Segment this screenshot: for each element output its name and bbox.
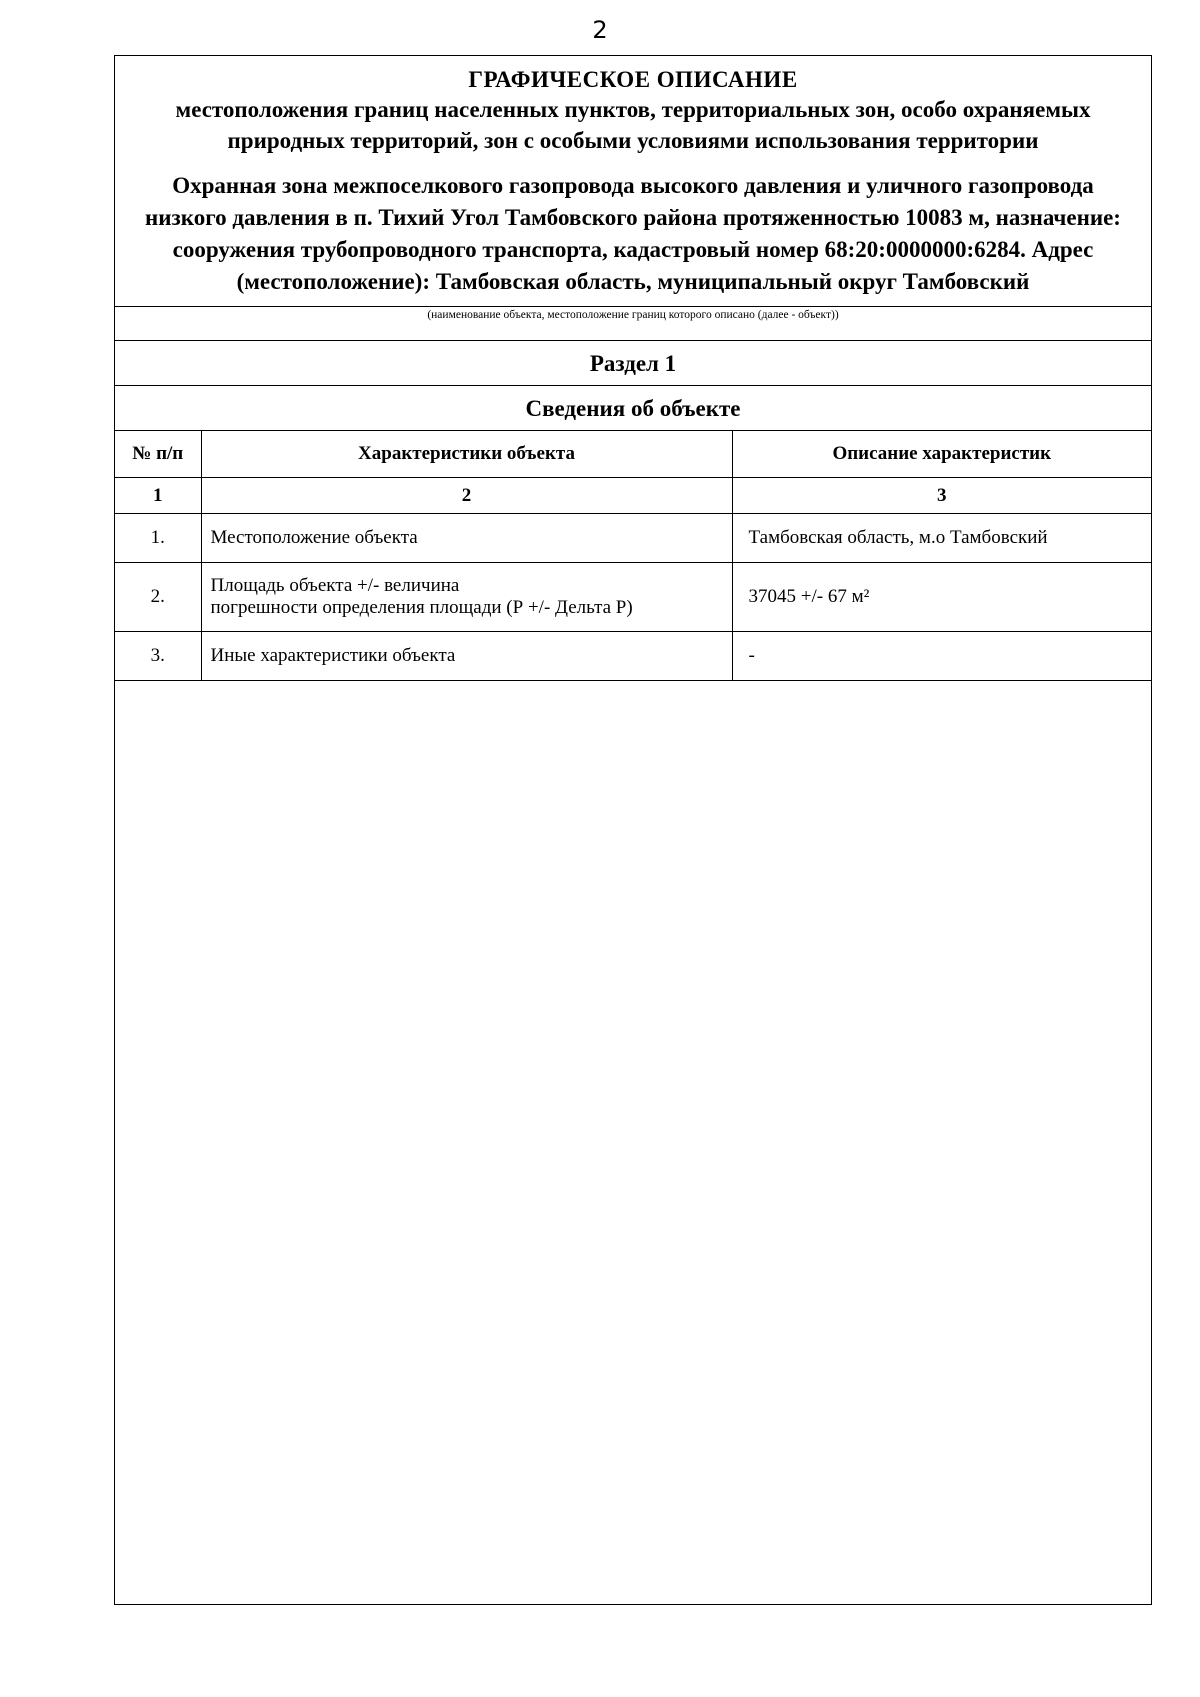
section-subtitle: Сведения об объекте xyxy=(115,385,1151,430)
row-number: 1. xyxy=(115,514,201,563)
column-header-number: № п/п xyxy=(115,431,201,478)
table-header-row xyxy=(115,431,1151,478)
row-characteristic-line: Площадь объекта +/- величина xyxy=(210,575,460,596)
table-row xyxy=(115,563,1151,632)
object-caption: (наименование объекта, местоположение границ которого описано (далее - объект)) xyxy=(427,309,839,321)
table-row xyxy=(115,632,1151,681)
column-number: 2 xyxy=(201,478,732,514)
document-title: ГРАФИЧЕСКОЕ ОПИСАНИЕ xyxy=(468,67,798,92)
document-subtitle: местоположения границ населенных пунктов, территориальных зон, особо охраняемых природных территорий, зон с особыми условиями использования территории xyxy=(175,97,1091,153)
row-number: 3. xyxy=(115,632,201,681)
row-description: Тамбовская область, м.о Тамбовский xyxy=(732,514,1151,563)
row-characteristic: Иные характеристики объекта xyxy=(201,632,732,681)
column-header-characteristic: Характеристики объекта xyxy=(201,431,732,478)
object-info-table xyxy=(115,430,1151,681)
column-number-row xyxy=(115,478,1151,514)
table-row xyxy=(115,514,1151,563)
column-number: 1 xyxy=(115,478,201,514)
row-description: - xyxy=(732,632,1151,681)
column-number: 3 xyxy=(732,478,1151,514)
object-name: Охранная зона межпоселкового газопровода высокого давления и уличного газопровода низкого давления в п. Тихий Угол Тамбовского района протяженностью 10083 м, назначение: сооружения трубопроводного транспорта, кадастровый номер 68:20:0000000:6284. Адрес (местоположение): Тамбовская область, муниципальный округ Тамбовский xyxy=(145,173,1121,294)
column-header-description: Описание характеристик xyxy=(732,431,1151,478)
row-characteristic: Местоположение объекта xyxy=(201,514,732,563)
document-header xyxy=(115,56,1151,298)
row-description: 37045 +/- 67 м² xyxy=(732,563,1151,632)
row-characteristic-line: погрешности определения площади (Р +/- Дельта Р) xyxy=(210,597,633,618)
section-title: Раздел 1 xyxy=(115,340,1151,385)
document-frame xyxy=(114,55,1152,1605)
row-characteristic xyxy=(201,563,732,632)
page-number: 2 xyxy=(592,16,608,44)
row-number: 2. xyxy=(115,563,201,632)
